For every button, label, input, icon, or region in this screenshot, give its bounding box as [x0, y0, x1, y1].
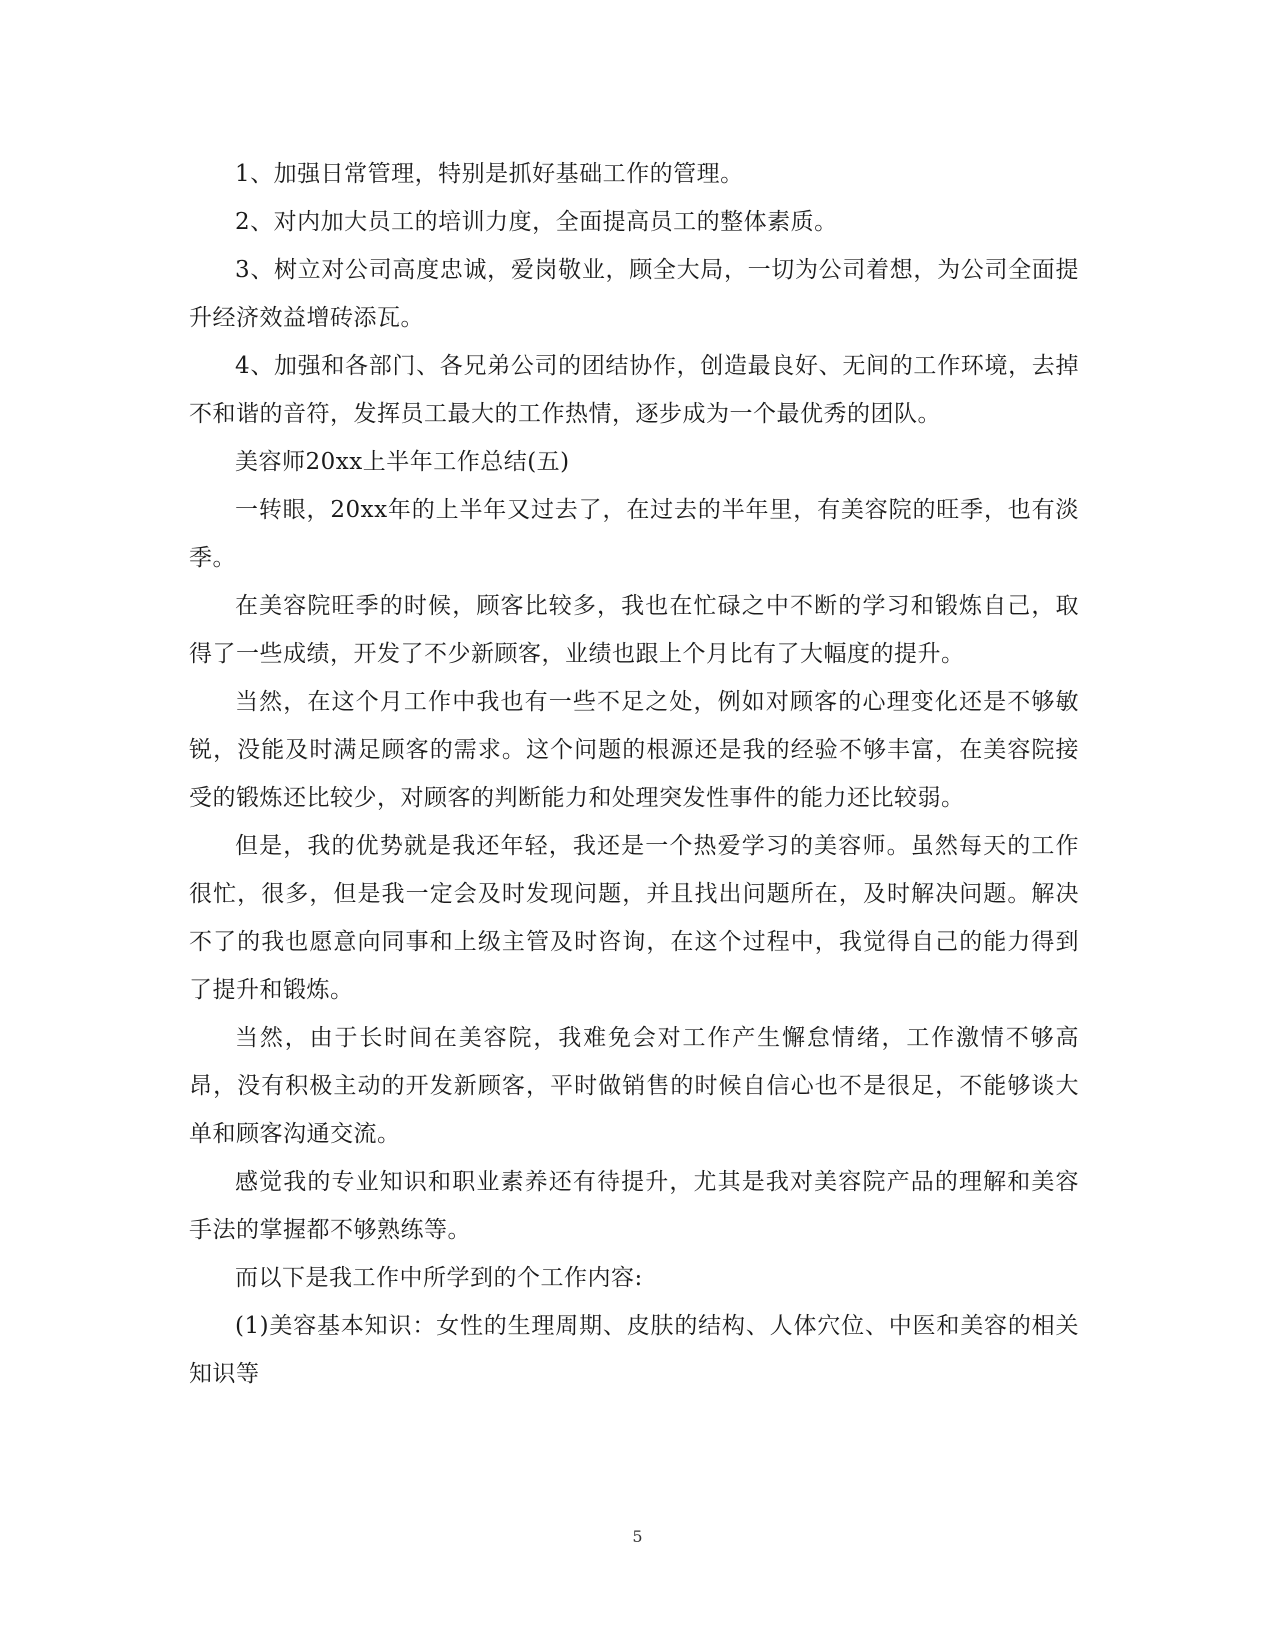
paragraph-item-1: 1、加强日常管理，特别是抓好基础工作的管理。 [235, 161, 744, 187]
paragraph-learned-item-1: (1)美容基本知识：女性的生理周期、皮肤的结构、人体穴位、中医和美容的相关知识等 [189, 1313, 1079, 1387]
paragraph-burnout: 当然，由于长时间在美容院，我难免会对工作产生懈怠情绪，工作激情不够高昂，没有积极主动的开发新顾客，平时做销售的时候自信心也不是很足，不能够谈大单和顾客沟通交流。 [189, 1025, 1079, 1147]
paragraph-item-2: 2、对内加大员工的培训力度，全面提高员工的整体素质。 [235, 209, 838, 235]
page-number: 5 [632, 1527, 643, 1546]
paragraph-advantages: 但是，我的优势就是我还年轻，我还是一个热爱学习的美容师。虽然每天的工作很忙，很多，但是我一定会及时发现问题，并且找出问题所在，及时解决问题。解决不了的我也愿意向同事和上级主管及时咨询，在这个过程中，我觉得自己的能力得到了提升和锻炼。 [189, 833, 1079, 1003]
paragraph-learned-intro: 而以下是我工作中所学到的个工作内容: [235, 1265, 643, 1291]
paragraph-peak-season: 在美容院旺季的时候，顾客比较多，我也在忙碌之中不断的学习和锻炼自己，取得了一些成绩，开发了不少新顾客，业绩也跟上个月比有了大幅度的提升。 [189, 593, 1079, 667]
paragraph-skills: 感觉我的专业知识和职业素养还有待提升，尤其是我对美容院产品的理解和美容手法的掌握都不够熟练等。 [189, 1169, 1079, 1243]
section-heading: 美容师20xx上半年工作总结(五) [235, 449, 570, 475]
paragraph-item-3: 3、树立对公司高度忠诚，爱岗敬业，顾全大局，一切为公司着想，为公司全面提升经济效益增砖添瓦。 [189, 257, 1079, 331]
document-body [189, 150, 1079, 1398]
paragraph-shortcomings: 当然，在这个月工作中我也有一些不足之处，例如对顾客的心理变化还是不够敏锐，没能及时满足顾客的需求。这个问题的根源还是我的经验不够丰富，在美容院接受的锻炼还比较少，对顾客的判断能力和处理突发性事件的能力还比较弱。 [189, 689, 1079, 811]
paragraph-item-4: 4、加强和各部门、各兄弟公司的团结协作，创造最良好、无间的工作环境，去掉不和谐的音符，发挥员工最大的工作热情，逐步成为一个最优秀的团队。 [189, 353, 1079, 427]
paragraph-intro: 一转眼，20xx年的上半年又过去了，在过去的半年里，有美容院的旺季，也有淡季。 [189, 497, 1079, 571]
